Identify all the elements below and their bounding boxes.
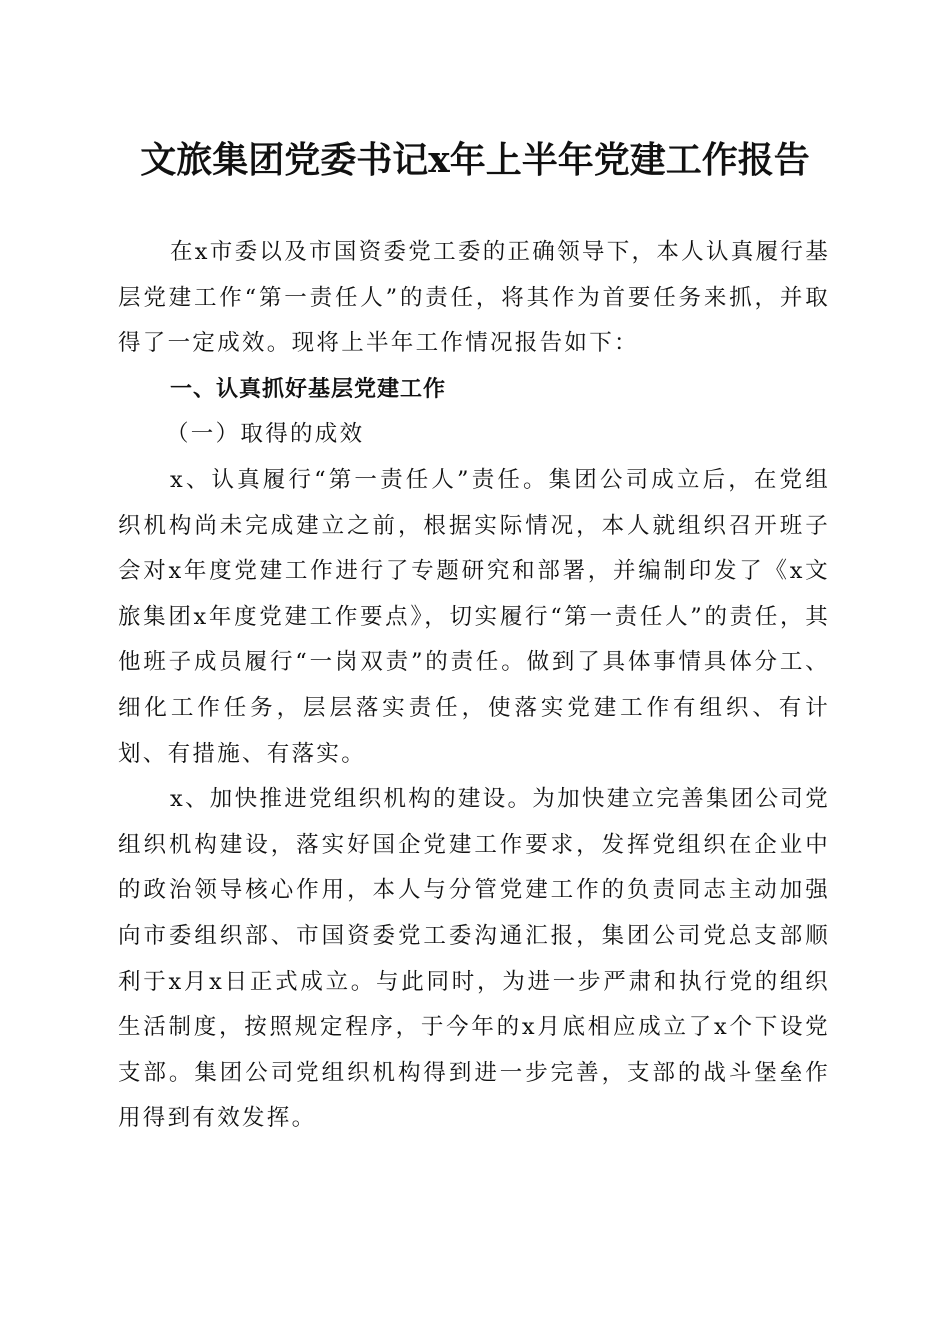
document-body (118, 230, 830, 1142)
document-title: 文旅集团党委书记x年上半年党建工作报告 (140, 139, 810, 181)
body-paragraph-1: x、认真履行“第一责任人”责任。集团公司成立后，在党组织机构尚未完成建立之前，根据实际情况，本人就组织召开班子会对x年度党建工作进行了专题研究和部署，并编制印发了《x文旅集团x年度党建工作要点》，切实履行“第一责任人”的责任，其他班子成员履行“一岗双责”的责任。做到了具体事情具体分工、细化工作任务，层层落实责任，使落实党建工作有组织、有计划、有措施、有落实。 (118, 466, 830, 767)
intro-paragraph: 在x市委以及市国资委党工委的正确领导下，本人认真履行基层党建工作“第一责任人”的责任，将其作为首要任务来抓，并取得了一定成效。现将上半年工作情况报告如下： (118, 239, 830, 357)
body-paragraph-2: x、加快推进党组织机构的建设。为加快建立完善集团公司党组织机构建设，落实好国企党建工作要求，发挥党组织在企业中的政治领导核心作用，本人与分管党建工作的负责同志主动加强向市委组织部、市国资委党工委沟通汇报，集团公司党总支部顺利于x月x日正式成立。与此同时，为进一步严肃和执行党的组织生活制度，按照规定程序，于今年的x月底相应成立了x个下设党支部。集团公司党组织机构得到进一步完善，支部的战斗堡垒作用得到有效发挥。 (118, 786, 830, 1132)
section-heading: 一、认真抓好基层党建工作 (170, 376, 447, 402)
subsection-heading: （一）取得的成效 (166, 421, 365, 448)
